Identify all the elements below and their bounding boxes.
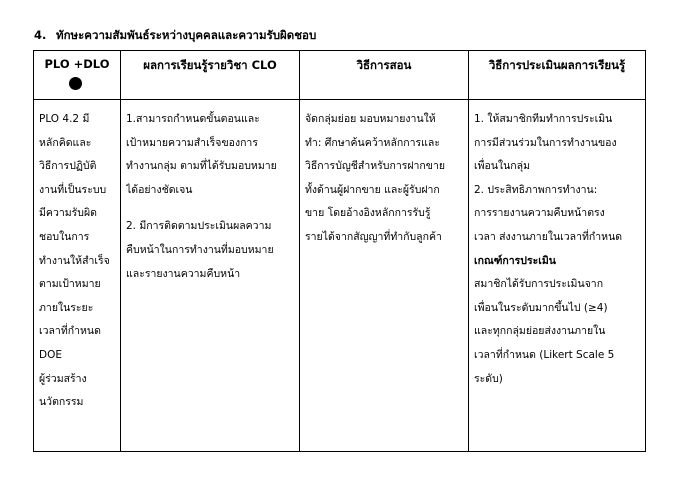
clo-item1-line: ได้อย่างชัดเจน — [126, 183, 193, 196]
criteria-label: เกณฑ์การประเมิน — [474, 254, 556, 267]
clo-item2-line: 2. มีการติดตามประเมินผลความ — [126, 220, 272, 233]
criteria-line: และทุกกลุ่มย่อยส่งงานภายใน — [474, 325, 606, 338]
table-header-row — [34, 51, 646, 100]
plo-line: ชอบในการ — [39, 230, 90, 243]
criteria-line: เวลาที่กำหนด (Likert Scale 5 — [474, 348, 615, 361]
cell-assessment — [469, 100, 646, 452]
teaching-line: ทำ: ศึกษาค้นคว้าหลักการและ — [305, 136, 440, 149]
header-clo-label: ผลการเรียนรู้รายวิชา CLO — [143, 58, 277, 72]
plo-line: DOE — [39, 348, 62, 361]
clo-item1-line: เป้าหมายความสำเร็จของการ — [126, 136, 258, 149]
plo-line: นวัตกรรม — [39, 396, 84, 409]
cell-plo — [34, 100, 121, 452]
teaching-line: ทั้งด้านผู้ฝากขาย และผู้รับฝาก — [305, 183, 440, 196]
teaching-line: จัดกลุ่มย่อย มอบหมายงานให้ — [305, 113, 436, 125]
criteria-line: ระดับ) — [474, 372, 503, 385]
criteria-line: สมาชิกได้รับการประเมินจาก — [474, 278, 604, 291]
header-clo — [121, 51, 300, 100]
plo-line: วิธีการปฏิบัติ — [39, 160, 97, 173]
teaching-line: รายได้จากสัญญาที่ทำกับลูกค้า — [305, 230, 442, 243]
clo-item2-line: คืบหน้าในการทำงานที่มอบหมาย — [126, 243, 274, 256]
assessment-line: 1. ให้สมาชิกทีมทำการประเมิน — [474, 113, 613, 125]
plo-line: มีความรับผิด — [39, 207, 97, 220]
header-plo-label: PLO +DLO — [44, 57, 110, 71]
assessment-line: เพื่อนในกลุ่ม — [474, 160, 531, 173]
clo-item2-line: และรายงานความคืบหน้า — [126, 267, 241, 280]
plo-line: ภายในระยะ — [39, 301, 94, 314]
plo-line: งานที่เป็นระบบ — [39, 183, 107, 196]
header-assessment — [469, 51, 646, 100]
plo-line: ผู้ร่วมสร้าง — [39, 372, 87, 385]
cell-clo — [121, 100, 300, 452]
clo-item1-line: 1.สามารถกำหนดขั้นตอนและ — [126, 113, 260, 125]
header-teaching — [300, 51, 469, 100]
section-title: ทักษะความสัมพันธ์ระหว่างบุคคลและความรับผิดชอบ — [56, 28, 317, 42]
assessment-line: 2. ประสิทธิภาพการทำงาน: — [474, 183, 598, 196]
bullet-dot-icon — [69, 77, 82, 90]
plo-line: เวลาที่กำหนด — [39, 325, 101, 338]
teaching-line: ขาย โดยอ้างอิงหลักการรับรู้ — [305, 207, 431, 220]
section-number: 4. — [34, 28, 47, 42]
criteria-line: เพื่อนในระดับมากขึ้นไป (≥4) — [474, 301, 608, 314]
plo-line: PLO 4.2 มี — [39, 113, 90, 125]
header-plo — [34, 51, 121, 100]
teaching-line: วิธีการบัญชีสำหรับการฝากขาย — [305, 160, 445, 173]
cell-teaching — [300, 100, 469, 452]
plo-line: หลักคิดและ — [39, 136, 92, 149]
section-heading — [34, 27, 316, 45]
assessment-line: เวลา ส่งงานภายในเวลาที่กำหนด — [474, 230, 623, 243]
assessment-line: การมีส่วนร่วมในการทำงานของ — [474, 136, 617, 149]
outcomes-table — [33, 50, 646, 452]
header-assessment-label: วิธีการประเมินผลการเรียนรู้ — [488, 58, 626, 72]
header-teaching-label: วิธีการสอน — [356, 58, 412, 72]
plo-line: ตามเป้าหมาย — [39, 278, 101, 291]
plo-line: ทำงานให้สำเร็จ — [39, 254, 110, 267]
assessment-line: การรายงานความคืบหน้าตรง — [474, 207, 605, 220]
clo-item1-line: ทำงานกลุ่ม ตามที่ได้รับมอบหมาย — [126, 160, 277, 173]
table-row — [34, 100, 646, 452]
